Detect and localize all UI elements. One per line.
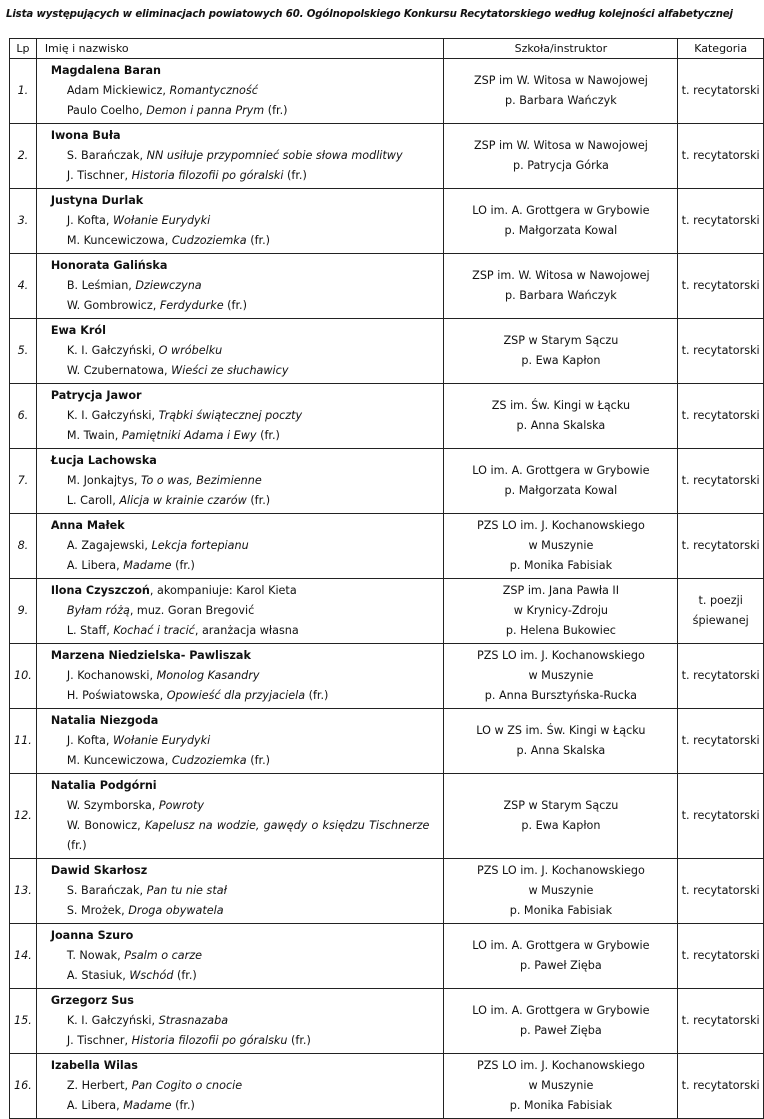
work-line xyxy=(41,751,444,771)
school-line: p. Ewa Kapłon xyxy=(521,819,601,832)
person-name: Izabella Wilas xyxy=(50,1059,138,1072)
school-line: p. Barbara Wańczyk xyxy=(505,289,617,302)
work-line xyxy=(41,556,444,576)
work-author: A. Libera, xyxy=(66,559,124,572)
work-line xyxy=(41,341,444,361)
table-row xyxy=(10,189,764,254)
person-name-bold: Ilona Czyszczoń xyxy=(50,584,150,597)
work-line xyxy=(41,536,444,556)
category-line: t. recytatorski xyxy=(681,84,760,97)
school-line: p. Paweł Zięba xyxy=(520,959,602,972)
row-category-cell xyxy=(678,579,764,644)
work-line xyxy=(41,166,444,186)
work-suffix: (fr.) xyxy=(246,494,271,507)
work-author: M. Twain, xyxy=(66,429,122,442)
row-category-cell xyxy=(678,989,764,1054)
work-suffix: (fr.) xyxy=(223,299,247,312)
work-author: S. Barańczak, xyxy=(66,149,147,162)
row-name-cell xyxy=(36,1054,444,1119)
table-row xyxy=(10,514,764,579)
table-header-row xyxy=(10,39,764,59)
row-name-cell xyxy=(36,59,444,124)
school-line: LO im. A. Grottgera w Grybowie xyxy=(472,464,650,477)
school-line: LO im. A. Grottgera w Grybowie xyxy=(472,1004,650,1017)
school-line: p. Monika Fabisiak xyxy=(509,559,613,572)
table-row xyxy=(10,709,764,774)
row-category-cell xyxy=(678,774,764,859)
category-line: t. recytatorski xyxy=(681,809,760,822)
row-school-cell xyxy=(444,709,678,774)
work-author: M. Kuncewiczowa, xyxy=(66,754,172,767)
row-name-cell xyxy=(36,709,444,774)
work-line xyxy=(41,491,444,511)
category-line: t. recytatorski xyxy=(681,669,760,682)
school-line: w Muszynie xyxy=(528,884,594,897)
category-line: t. recytatorski xyxy=(681,344,760,357)
person-name: Grzegorz Sus xyxy=(50,994,134,1007)
work-line xyxy=(41,881,444,901)
work-line xyxy=(41,796,444,816)
category-line: t. recytatorski xyxy=(681,1014,760,1027)
work-author: W. Szymborska, xyxy=(66,799,159,812)
table-row xyxy=(10,449,764,514)
row-name-cell xyxy=(36,774,444,859)
row-category-cell xyxy=(678,384,764,449)
work-title: Psalm o carze xyxy=(124,949,203,962)
school-line: w Muszynie xyxy=(528,669,594,682)
work-line xyxy=(41,101,444,121)
row-school-cell xyxy=(444,449,678,514)
work-title: Ferdydurke xyxy=(159,299,224,312)
table-row xyxy=(10,774,764,859)
row-name-cell xyxy=(36,319,444,384)
work-title: Dziewczyna xyxy=(135,279,202,292)
work-suffix: (fr.) xyxy=(246,754,271,767)
work-author: W. Bonowicz, xyxy=(66,819,145,832)
school-line: p. Barbara Wańczyk xyxy=(505,94,617,107)
row-category-cell xyxy=(678,254,764,319)
table-row xyxy=(10,254,764,319)
work-suffix: (fr.) xyxy=(283,169,307,182)
row-name-cell xyxy=(36,644,444,709)
person-name: Justyna Durlak xyxy=(50,194,144,207)
work-title: Powroty xyxy=(158,799,205,812)
row-name-cell xyxy=(36,124,444,189)
work-suffix: , aranżacja własna xyxy=(194,624,299,637)
work-author: S. Mrożek, xyxy=(66,904,129,917)
work-title: Madame xyxy=(123,559,172,572)
school-line: p. Anna Skalska xyxy=(516,419,606,432)
person-name: Łucja Lachowska xyxy=(50,454,157,467)
work-line xyxy=(41,471,444,491)
work-suffix: (fr.) xyxy=(66,839,87,852)
table-body xyxy=(10,59,764,1119)
school-line: p. Anna Skalska xyxy=(516,744,606,757)
school-line: p. Anna Bursztyńska-Rucka xyxy=(484,689,638,702)
work-title: Kapelusz na wodzie, gawędy o księdzu Tischnerze xyxy=(144,819,430,832)
work-title: Romantyczność xyxy=(169,84,258,97)
work-line xyxy=(41,81,444,101)
person-name: Joanna Szuro xyxy=(50,929,134,942)
row-name-cell xyxy=(36,989,444,1054)
school-line: ZSP im W. Witosa w Nawojowej xyxy=(473,74,648,87)
category-line: t. recytatorski xyxy=(681,149,760,162)
table-row xyxy=(10,384,764,449)
work-title: Wołanie Eurydyki xyxy=(112,734,211,747)
school-line: PZS LO im. J. Kochanowskiego xyxy=(476,649,645,662)
work-title: NN usiłuje przypomnieć sobie słowa modlitwy xyxy=(146,149,403,162)
table-row xyxy=(10,859,764,924)
work-author: J. Tischner, xyxy=(66,169,132,182)
row-school-cell xyxy=(444,319,678,384)
table-row xyxy=(10,1054,764,1119)
row-category-cell xyxy=(678,59,764,124)
table-row xyxy=(10,319,764,384)
category-line: t. recytatorski xyxy=(681,884,760,897)
row-school-cell xyxy=(444,189,678,254)
row-lp: 10. xyxy=(10,644,37,709)
work-title: Droga obywatela xyxy=(128,904,224,917)
work-author: L. Caroll, xyxy=(66,494,120,507)
row-category-cell xyxy=(678,189,764,254)
work-author: T. Nowak, xyxy=(66,949,125,962)
school-line: ZSP im W. Witosa w Nawojowej xyxy=(473,139,648,152)
school-line: ZSP w Starym Sączu xyxy=(503,334,619,347)
work-title: Lekcja fortepianu xyxy=(151,539,249,552)
row-school-cell xyxy=(444,124,678,189)
work-title: Strasnazaba xyxy=(158,1014,229,1027)
category-line: t. recytatorski xyxy=(681,409,760,422)
row-category-cell xyxy=(678,319,764,384)
work-line xyxy=(41,361,444,381)
work-author: A. Libera, xyxy=(66,1099,124,1112)
document-title: Lista występujących w eliminacjach powiatowych 60. Ogólnopolskiego Konkursu Recytatorskiego według kolejności alfabetycznej xyxy=(6,9,733,20)
person-name: Natalia Podgórni xyxy=(50,779,157,792)
row-lp: 13. xyxy=(10,859,37,924)
work-title: Byłam różą xyxy=(66,604,130,617)
row-school-cell xyxy=(444,59,678,124)
row-category-cell xyxy=(678,514,764,579)
work-line xyxy=(41,946,444,966)
work-line xyxy=(41,426,444,446)
row-name-cell xyxy=(36,924,444,989)
school-line: p. Helena Bukowiec xyxy=(505,624,616,637)
person-name: Ewa Król xyxy=(50,324,106,337)
person-name: Dawid Skarłosz xyxy=(50,864,148,877)
header-name: Imię i nazwisko xyxy=(36,39,444,59)
work-line xyxy=(41,1011,444,1031)
row-school-cell xyxy=(444,924,678,989)
row-lp: 9. xyxy=(10,579,37,644)
row-lp: 7. xyxy=(10,449,37,514)
category-line: t. recytatorski xyxy=(681,949,760,962)
work-author: W. Czubernatowa, xyxy=(66,364,172,377)
row-lp: 6. xyxy=(10,384,37,449)
person-name: Anna Małek xyxy=(50,519,125,532)
row-lp: 12. xyxy=(10,774,37,859)
row-category-cell xyxy=(678,449,764,514)
work-author: M. Jonkajtys, xyxy=(66,474,142,487)
work-title: Monolog Kasandry xyxy=(156,669,260,682)
work-line xyxy=(41,731,444,751)
school-line: w Muszynie xyxy=(528,539,594,552)
work-author: Z. Herbert, xyxy=(66,1079,132,1092)
school-line: w Muszynie xyxy=(528,1079,594,1092)
row-name-cell xyxy=(36,254,444,319)
work-title: Pan Cogito o cnocie xyxy=(131,1079,243,1092)
school-line: ZSP im. W. Witosa w Nawojowej xyxy=(472,269,650,282)
row-school-cell xyxy=(444,859,678,924)
work-line xyxy=(41,406,444,426)
work-author: J. Kochanowski, xyxy=(66,669,157,682)
row-name-cell xyxy=(36,449,444,514)
work-author: M. Kuncewiczowa, xyxy=(66,234,172,247)
row-lp: 5. xyxy=(10,319,37,384)
row-category-cell xyxy=(678,709,764,774)
school-line: PZS LO im. J. Kochanowskiego xyxy=(476,519,645,532)
table-row xyxy=(10,59,764,124)
school-line: LO w ZS im. Św. Kingi w Łącku xyxy=(476,724,646,737)
work-author: A. Zagajewski, xyxy=(66,539,152,552)
table-row xyxy=(10,924,764,989)
school-line: ZSP w Starym Sączu xyxy=(503,799,619,812)
category-line: t. recytatorski xyxy=(681,214,760,227)
work-author: K. I. Gałczyński, xyxy=(66,1014,159,1027)
header-category: Kategoria xyxy=(678,39,764,59)
row-name-cell xyxy=(36,514,444,579)
row-category-cell xyxy=(678,859,764,924)
work-title: O wróbelku xyxy=(158,344,223,357)
table-row xyxy=(10,989,764,1054)
table-row xyxy=(10,124,764,189)
school-line: ZSP im. Jana Pawła II xyxy=(502,584,620,597)
work-title: Demon i panna Prym xyxy=(146,104,265,117)
row-category-cell xyxy=(678,124,764,189)
person-name-rest: , akompaniuje: Karol Kieta xyxy=(149,584,297,597)
work-suffix: (fr.) xyxy=(171,1099,195,1112)
work-suffix: (fr.) xyxy=(305,689,329,702)
work-suffix: (fr.) xyxy=(171,559,195,572)
person-name: Iwona Buła xyxy=(50,129,121,142)
work-author: Adam Mickiewicz, xyxy=(66,84,170,97)
work-suffix: , muz. Goran Bregović xyxy=(129,604,255,617)
work-author: J. Kofta, xyxy=(66,214,113,227)
work-suffix: (fr.) xyxy=(173,969,197,982)
school-line: p. Monika Fabisiak xyxy=(509,904,613,917)
work-title: Opowieść dla przyjaciela xyxy=(166,689,306,702)
row-lp: 2. xyxy=(10,124,37,189)
work-author: K. I. Gałczyński, xyxy=(66,344,159,357)
row-name-cell xyxy=(36,859,444,924)
work-line xyxy=(41,1076,444,1096)
school-line: p. Małgorzata Kowal xyxy=(504,484,618,497)
school-line: p. Ewa Kapłon xyxy=(521,354,601,367)
work-author: A. Stasiuk, xyxy=(66,969,130,982)
person-name: Honorata Galińska xyxy=(50,259,168,272)
school-line: ZS im. Św. Kingi w Łącku xyxy=(491,399,631,412)
person-name: Natalia Niezgoda xyxy=(50,714,159,727)
work-line xyxy=(41,211,444,231)
work-author: L. Staff, xyxy=(66,624,114,637)
work-title: Cudzoziemka xyxy=(171,754,247,767)
row-lp: 16. xyxy=(10,1054,37,1119)
row-lp: 11. xyxy=(10,709,37,774)
row-school-cell xyxy=(444,989,678,1054)
school-line: PZS LO im. J. Kochanowskiego xyxy=(476,864,645,877)
row-school-cell xyxy=(444,514,678,579)
work-title: Kochać i tracić xyxy=(113,624,195,637)
work-line xyxy=(41,1031,444,1051)
row-name-cell xyxy=(36,384,444,449)
category-line: t. recytatorski xyxy=(681,539,760,552)
work-title: Historia filozofii po góralski xyxy=(131,169,284,182)
row-category-cell xyxy=(678,644,764,709)
work-author: Paulo Coelho, xyxy=(66,104,147,117)
work-line xyxy=(41,666,444,686)
person-name: Marzena Niedzielska- Pawliszak xyxy=(50,649,251,662)
school-line: p. Monika Fabisiak xyxy=(509,1099,613,1112)
work-line xyxy=(41,296,444,316)
row-name-cell xyxy=(36,579,444,644)
school-line: LO im. A. Grottgera w Grybowie xyxy=(472,204,650,217)
person-name: Magdalena Baran xyxy=(50,64,161,77)
row-lp: 3. xyxy=(10,189,37,254)
work-author: K. I. Gałczyński, xyxy=(66,409,159,422)
row-school-cell xyxy=(444,579,678,644)
work-author: H. Poświatowska, xyxy=(66,689,167,702)
work-title: Wołanie Eurydyki xyxy=(112,214,211,227)
work-suffix: (fr.) xyxy=(264,104,288,117)
work-line xyxy=(41,1096,444,1116)
work-title: Wieści ze słuchawicy xyxy=(171,364,289,377)
work-author: W. Gombrowicz, xyxy=(66,299,160,312)
work-line xyxy=(41,686,444,706)
row-lp: 1. xyxy=(10,59,37,124)
work-title: Trąbki świątecznej poczty xyxy=(158,409,303,422)
work-author: B. Leśmian, xyxy=(66,279,136,292)
work-line xyxy=(41,146,444,166)
work-line xyxy=(41,621,444,641)
work-title: Cudzoziemka xyxy=(171,234,247,247)
work-author: J. Kofta, xyxy=(66,734,113,747)
row-name-cell xyxy=(36,189,444,254)
work-suffix: (fr.) xyxy=(287,1034,311,1047)
school-line: p. Małgorzata Kowal xyxy=(504,224,618,237)
work-title: Madame xyxy=(123,1099,172,1112)
school-line: p. Paweł Zięba xyxy=(520,1024,602,1037)
school-line: PZS LO im. J. Kochanowskiego xyxy=(476,1059,645,1072)
work-author: S. Barańczak, xyxy=(66,884,147,897)
row-school-cell xyxy=(444,384,678,449)
work-author: J. Tischner, xyxy=(66,1034,132,1047)
work-suffix: (fr.) xyxy=(256,429,280,442)
row-school-cell xyxy=(444,254,678,319)
school-line: w Krynicy-Zdroju xyxy=(513,604,609,617)
work-line xyxy=(41,901,444,921)
person-name xyxy=(41,581,444,601)
row-school-cell xyxy=(444,774,678,859)
work-line xyxy=(41,966,444,986)
work-title: Pan tu nie stał xyxy=(146,884,227,897)
work-title: Historia filozofii po góralsku xyxy=(131,1034,288,1047)
work-title: Alicja w krainie czarów xyxy=(119,494,247,507)
row-lp: 4. xyxy=(10,254,37,319)
header-school: Szkoła/instruktor xyxy=(444,39,678,59)
row-lp: 14. xyxy=(10,924,37,989)
person-name: Patrycja Jawor xyxy=(50,389,142,402)
participants-table xyxy=(9,38,764,1119)
work-title: Pamiętniki Adama i Ewy xyxy=(121,429,257,442)
work-suffix: (fr.) xyxy=(246,234,271,247)
row-school-cell xyxy=(444,1054,678,1119)
category-line: t. recytatorski xyxy=(681,1079,760,1092)
work-line xyxy=(41,816,444,856)
category-line: śpiewanej xyxy=(692,614,749,627)
work-line xyxy=(41,276,444,296)
category-line: t. recytatorski xyxy=(681,279,760,292)
row-category-cell xyxy=(678,1054,764,1119)
row-lp: 8. xyxy=(10,514,37,579)
school-line: LO im. A. Grottgera w Grybowie xyxy=(472,939,650,952)
header-lp: Lp xyxy=(10,39,37,59)
row-lp: 15. xyxy=(10,989,37,1054)
work-title: Wschód xyxy=(129,969,174,982)
row-category-cell xyxy=(678,924,764,989)
work-line xyxy=(41,231,444,251)
table-row xyxy=(10,579,764,644)
row-school-cell xyxy=(444,644,678,709)
table-row xyxy=(10,644,764,709)
category-line: t. poezji xyxy=(698,594,743,607)
work-title: To o was, Bezimienne xyxy=(141,474,262,487)
category-line: t. recytatorski xyxy=(681,474,760,487)
school-line: p. Patrycja Górka xyxy=(512,159,609,172)
category-line: t. recytatorski xyxy=(681,734,760,747)
work-line xyxy=(41,601,444,621)
